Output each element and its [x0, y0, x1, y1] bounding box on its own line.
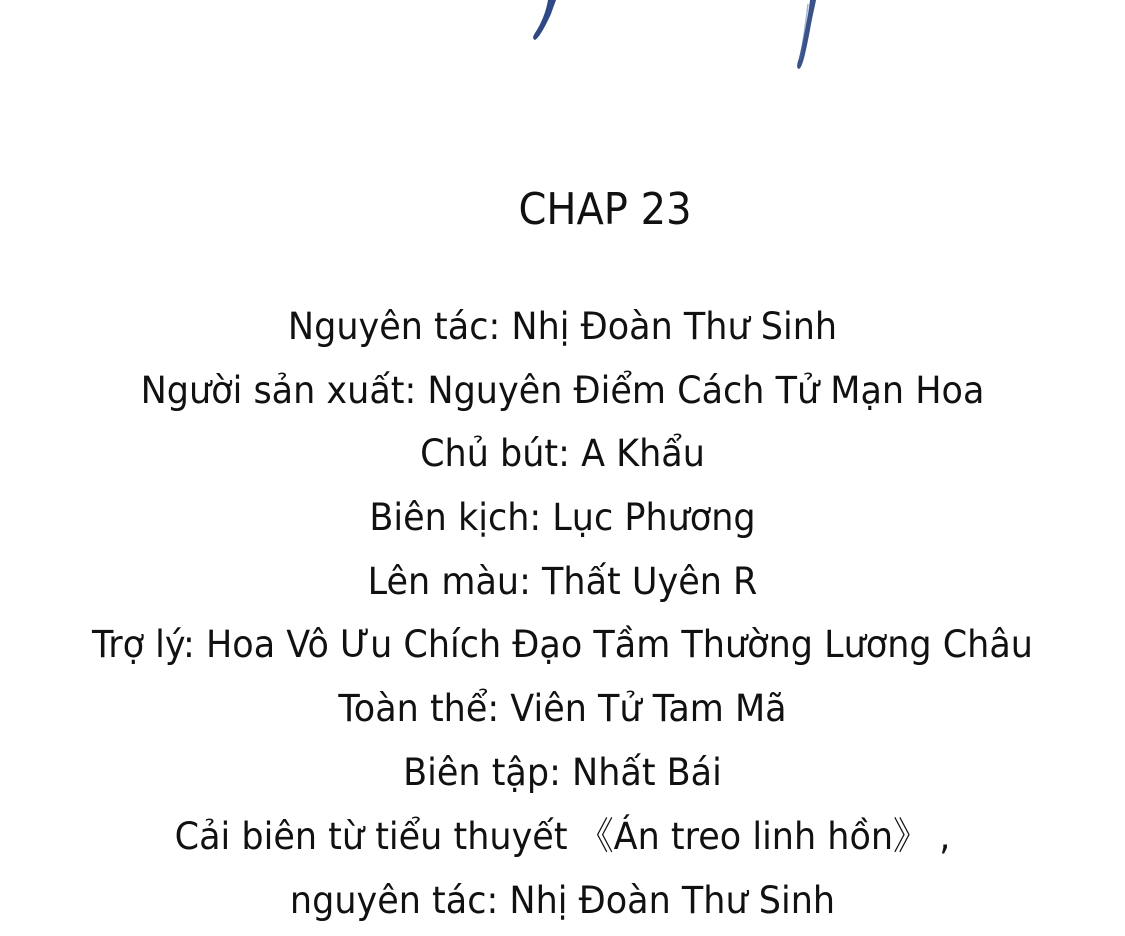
credit-colorist: Lên màu: Thất Uyên R [367, 560, 758, 604]
credit-original-author: Nguyên tác: Nhị Đoàn Thư Sinh [287, 305, 838, 349]
credit-assistants: Trợ lý: Hoa Vô Ưu Chích Đạo Tầm Thường Lương Châu [92, 623, 1033, 667]
credit-adaptation: Cải biên từ tiểu thuyết 《Án treo linh hồn》 , [174, 814, 951, 859]
credit-lead-artist: Chủ bút: A Khẩu [420, 432, 705, 476]
credit-full-team: Toàn thể: Viên Tử Tam Mã [338, 687, 787, 731]
credit-screenwriter: Biên kịch: Lục Phương [369, 496, 756, 540]
brush-stroke-art [0, 0, 1125, 90]
credit-producer: Người sản xuất: Nguyên Điểm Cách Tử Mạn Hoa [140, 369, 985, 413]
chapter-title: CHAP 23 [518, 185, 692, 235]
credit-editor: Biên tập: Nhất Bái [403, 751, 722, 795]
credit-adaptation-original-author: nguyên tác: Nhị Đoàn Thư Sinh [289, 879, 836, 923]
credits-list [0, 296, 1125, 923]
